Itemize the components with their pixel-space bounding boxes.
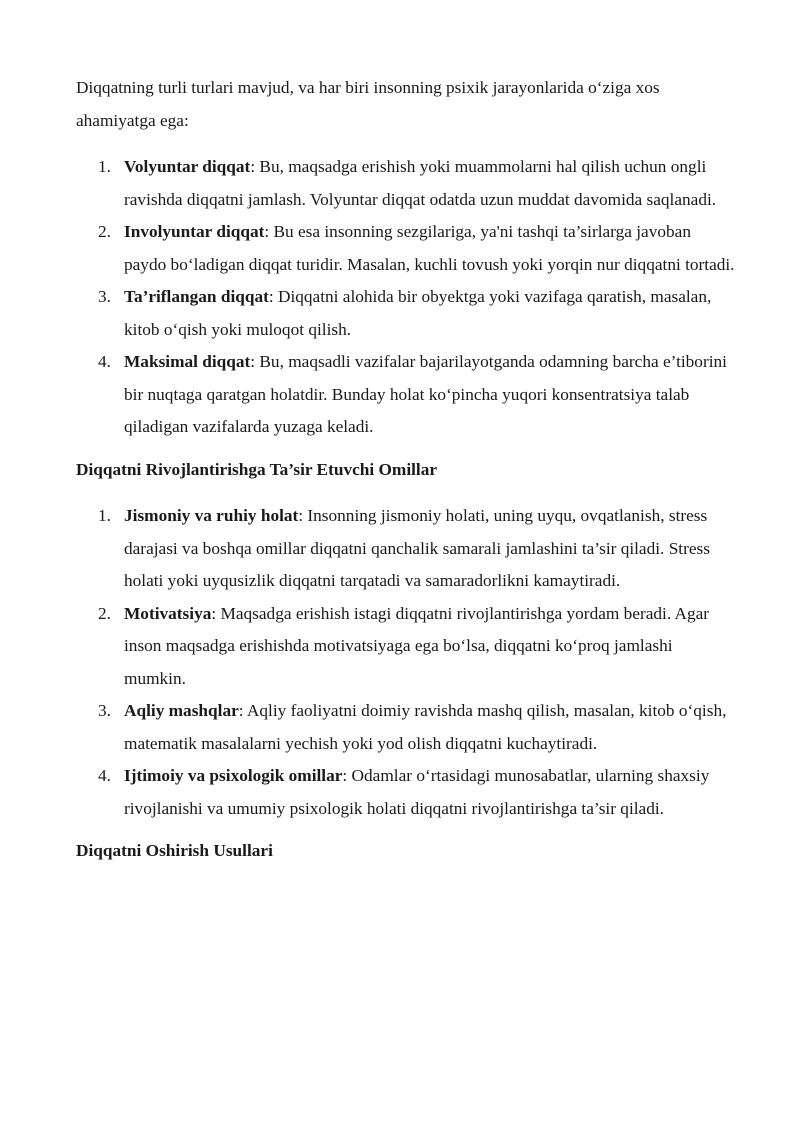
item-term: Motivatsiya <box>124 603 212 623</box>
attention-types-list <box>76 151 736 444</box>
list-item <box>76 500 736 598</box>
list-item <box>76 281 736 346</box>
item-number: 4. <box>98 352 111 371</box>
factors-list <box>76 500 736 825</box>
item-term: Ijtimoiy va psixologik omillar <box>124 766 343 785</box>
item-number: 1. <box>98 506 111 525</box>
item-term: Maksimal diqqat <box>124 352 251 371</box>
list-item <box>76 216 736 281</box>
list-item <box>76 695 736 760</box>
item-text: : Bu, maqsadga erishish yoki muammolarni hal qilish uchun ongli ravishda diqqatni jamlash. Volyuntar diqqat odatda uzun muddat davomida saqlanadi. <box>124 157 717 209</box>
item-text: : Bu, maqsadli vazifalar bajarilayotganda odamning barcha e’tiborini bir nuqtaga qaratgan holatdir. Bunday holat ko‘pincha yuqori konsentratsiya talab qiladigan vazifalarda yuzaga keladi. <box>124 352 727 436</box>
list-item <box>76 760 736 825</box>
item-text: : Odamlar o‘rtasidagi munosabatlar, ularning shaxsiy rivojlanishi va umumiy psixologik holati diqqatni rivojlantirishga ta’sir qiladi. <box>124 766 710 818</box>
item-text: : Bu esa insonning sezgilariga, ya'ni tashqi ta’sirlarga javoban paydo bo‘ladigan diqqat turidir. Masalan, kuchli tovush yoki yorqin nur diqqatni tortadi. <box>124 222 735 274</box>
item-term: Involyuntar diqqat <box>124 222 265 241</box>
item-number: 4. <box>98 766 111 785</box>
item-number: 2. <box>98 222 111 241</box>
item-number: 3. <box>98 287 111 306</box>
item-text: : Diqqatni alohida bir obyektga yoki vazifaga qaratish, masalan, kitob o‘qish yoki muloqot qilish. <box>124 287 712 339</box>
item-number: 3. <box>98 701 111 720</box>
item-number: 2. <box>98 603 111 623</box>
document-page <box>76 72 736 868</box>
list-item <box>76 151 736 216</box>
item-text: : Maqsadga erishish istagi diqqatni rivojlantirishga yordam beradi. Agar inson maqsadga erishishda motivatsiyaga ega bo‘lsa, diqqatni ko‘proq jamlashi mumkin. <box>124 603 710 688</box>
list-item <box>76 598 736 696</box>
item-text: : Aqliy faoliyatni doimiy ravishda mashq qilish, masalan, kitob o‘qish, matematik masalalarni yechish yoki yod olish diqqatni kuchaytiradi. <box>124 701 727 753</box>
item-number: 1. <box>98 157 111 176</box>
item-text: : Insonning jismoniy holati, uning uyqu, ovqatlanish, stress darajasi va boshqa omillar diqqatni qanchalik samarali jamlashini ta’sir qiladi. Stress holati yoki uyqusizlik diqqatni tarqatadi va samaradorlikni kamaytiradi. <box>124 506 710 590</box>
section-heading: Diqqatni Oshirish Usullari <box>76 841 273 860</box>
item-term: Aqliy mashqlar <box>124 701 239 720</box>
section-heading: Diqqatni Rivojlantirishga Ta’sir Etuvchi Omillar <box>76 459 438 479</box>
item-term: Ta’riflangan diqqat <box>124 287 269 306</box>
item-term: Volyuntar diqqat <box>124 157 251 176</box>
list-item <box>76 346 736 444</box>
item-term: Jismoniy va ruhiy holat <box>124 506 299 525</box>
intro-paragraph: Diqqatning turli turlari mavjud, va har biri insonning psixik jarayonlarida o‘ziga xos ahamiyatga ega: <box>76 78 660 130</box>
